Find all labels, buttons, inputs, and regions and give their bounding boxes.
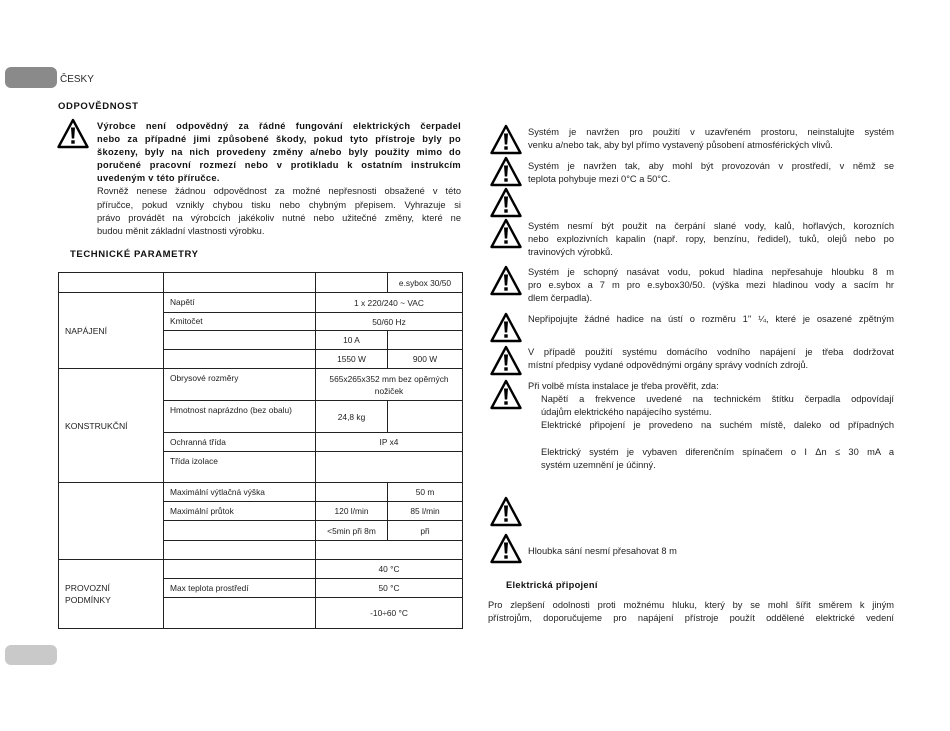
notice-sub-line: Elektrický systém je vybaven diferenčním spínačem o I Δn ≤ 30 mA a (541, 446, 894, 457)
group-label-construction: KONSTRUKČNÍ (59, 369, 164, 483)
notice-line: místní předpisy vydané odpovědnými orgány správy vodních zdrojů. (528, 359, 809, 370)
table-row (59, 560, 463, 579)
param-value: 120 l/min (316, 502, 388, 521)
electrical-title: Elektrická připojení (506, 579, 598, 590)
param-value: <5min při 8m (316, 521, 388, 541)
warning-icon (490, 218, 522, 249)
notice-text (528, 380, 894, 393)
table-row (59, 483, 463, 502)
notice-line: Systém je navržen pro použití v uzavřeném prostoru, neinstalujte systém (528, 126, 894, 137)
table-header-row (59, 273, 463, 293)
spec-table (58, 272, 463, 629)
warning-icon (490, 265, 522, 296)
warning-icon (490, 533, 522, 564)
electrical-text (488, 599, 894, 625)
liability-line: příručce, pokud vznikly chybou tisku nebo chybným přepisem. Vyhrazuje si (97, 199, 461, 210)
param-label: Hmotnost naprázdno (bez obalu) (164, 401, 316, 433)
liability-line: budou měnit základní vlastnosti výrobku. (97, 226, 265, 236)
param-value: 50 °C (316, 579, 463, 598)
param-label: Obrysové rozměry (164, 369, 316, 401)
notice-sub-line: údajům elektrického napájecího systému. (541, 406, 712, 417)
liability-bold-line: poručené pracovní rozmezí nebo v protikladu k ostatním instrukcím (97, 160, 461, 171)
electrical-line: Pro zlepšení odolnosti proti možnému hluku, který by se mohl šířit směrem k jiným (488, 599, 894, 610)
notice-line: nebo explozivních kapalin (např. ropy, benzínu, ředidel), tuků, olejů nebo po (528, 233, 894, 244)
param-value: 900 W (388, 350, 463, 369)
notice-line: Systém je schopný nasávat vodu, pokud hladina nepřesahuje hloubku 8 m (528, 266, 894, 277)
liability-line: Rovněž nenese žádnou odpovědnost za možné nepřesnosti obsažené v této (97, 186, 461, 197)
notice-text (528, 266, 894, 305)
notice-line: pro e.sybox a 7 m pro e.sybox30/50. (výška mezi hladinou vody a sacím hr (528, 279, 894, 290)
table-cell (388, 331, 463, 350)
notice-line: Nepřipojujte žádné hadice na ústí o rozměru 1'' ¼, které je osazené zpětným (528, 313, 894, 324)
group-label-hydraulic (59, 483, 164, 560)
group-label-power: NAPÁJENÍ (59, 293, 164, 369)
param-value: 1 x 220/240 ~ VAC (316, 293, 463, 313)
param-value: při (388, 521, 463, 541)
language-label: ČESKY (60, 73, 94, 85)
table-cell (316, 273, 388, 293)
param-label: Napětí (164, 293, 316, 313)
table-row (59, 369, 463, 401)
notice-line: teplota pohybuje mezi 0°C a 50°C. (528, 173, 671, 184)
notice-line: Systém je navržen tak, aby mohl být provozován v prostředí, v němž se (528, 160, 894, 171)
language-tab (5, 67, 57, 88)
notice-text (528, 346, 894, 372)
electrical-line: přístrojům, doporučujeme pro napájení přístroje použít oddělené elektrické vedení (488, 612, 894, 623)
liability-line: právo provádět na výrobcích jakékoliv nutné nebo užitečné změny, které ne (97, 212, 461, 223)
table-cell (164, 541, 316, 560)
notice-text (528, 313, 894, 326)
table-cell (388, 401, 463, 433)
model-cell: e.sybox 30/50 (388, 273, 463, 293)
notice-line: V případě použití systému domácího vodního napájení je třeba dodržovat (528, 346, 894, 357)
table-cell (164, 350, 316, 369)
notice-line: Při volbě místa instalace je třeba prověřit, zda: (528, 380, 719, 391)
notice-sub-text (541, 393, 894, 433)
liability-bold-line: uvedeným v této příručce. (97, 173, 220, 184)
param-value: 50 m (388, 483, 463, 502)
table-cell (59, 273, 164, 293)
group-label-operating (59, 560, 164, 629)
warning-icon (490, 379, 522, 410)
notice-line: venku a/nebo tak, aby byl přímo vystavený působení atmosférických vlivů. (528, 139, 833, 150)
param-label: Kmitočet (164, 313, 316, 331)
param-value: 10 A (316, 331, 388, 350)
notice-sub-text (541, 446, 894, 472)
notice-sub-line: systém uzemnění je účinný. (541, 459, 656, 470)
notice-line: travinových výrobků. (528, 246, 613, 257)
warning-icon (490, 312, 522, 343)
table-cell (316, 452, 463, 483)
table-cell (316, 541, 463, 560)
liability-bold-line: nebo za případné jimi způsobené škody, pokud tyto přístroje byly po (97, 133, 461, 144)
param-label: Maximální průtok (164, 502, 316, 521)
notice-text (528, 126, 894, 152)
warning-icon (490, 187, 522, 218)
liability-title: ODPOVĚDNOST (58, 100, 139, 112)
table-cell (316, 483, 388, 502)
param-value: -10÷60 °C (316, 598, 463, 629)
notice-line: Systém nesmí být použit na čerpání slané vody, kalů, hořlavých, korozních (528, 220, 894, 231)
notice-sub-line: Napětí a frekvence uvedené na technickém štítku čerpadla odpovídají (541, 393, 894, 404)
param-value: 1550 W (316, 350, 388, 369)
liability-bold-line: škozeny, byly na nich provedeny změny a/nebo byly použity mimo do (97, 146, 461, 157)
param-label: Ochranná třída (164, 433, 316, 452)
notice-text (528, 545, 894, 558)
group-label-line: PROVOZNÍ (65, 583, 110, 593)
notice-line: Hloubka sání nesmí přesahovat 8 m (528, 545, 677, 556)
param-value: 565x265x352 mm bez opěrných nožiček (316, 369, 463, 401)
table-cell (164, 560, 316, 579)
table-row (59, 293, 463, 313)
liability-text (97, 120, 461, 239)
table-cell (164, 598, 316, 629)
group-label-line: PODMÍNKY (65, 595, 111, 605)
param-value: IP x4 (316, 433, 463, 452)
param-label: Třída izolace (164, 452, 316, 483)
notice-line: dlem čerpadla). (528, 292, 593, 303)
warning-icon (490, 124, 522, 155)
warning-icon (57, 118, 89, 149)
param-value: 24,8 kg (316, 401, 388, 433)
param-value: 50/60 Hz (316, 313, 463, 331)
param-label: Maximální výtlačná výška (164, 483, 316, 502)
technical-title: TECHNICKÉ PARAMETRY (70, 248, 199, 260)
notice-text (528, 160, 894, 186)
warning-icon (490, 345, 522, 376)
table-cell (164, 521, 316, 541)
table-cell (164, 273, 316, 293)
param-value: 40 °C (316, 560, 463, 579)
table-cell (164, 331, 316, 350)
warning-icon (490, 156, 522, 187)
warning-icon (490, 496, 522, 527)
footer-tab (5, 645, 57, 665)
param-value: 85 l/min (388, 502, 463, 521)
notice-sub-line: Elektrické připojení je provedeno na suchém místě, daleko od případných (541, 419, 894, 430)
param-label: Max teplota prostředí (164, 579, 316, 598)
liability-bold-line: Výrobce není odpovědný za řádné fungování elektrických čerpadel (97, 120, 461, 131)
notice-text (528, 220, 894, 259)
